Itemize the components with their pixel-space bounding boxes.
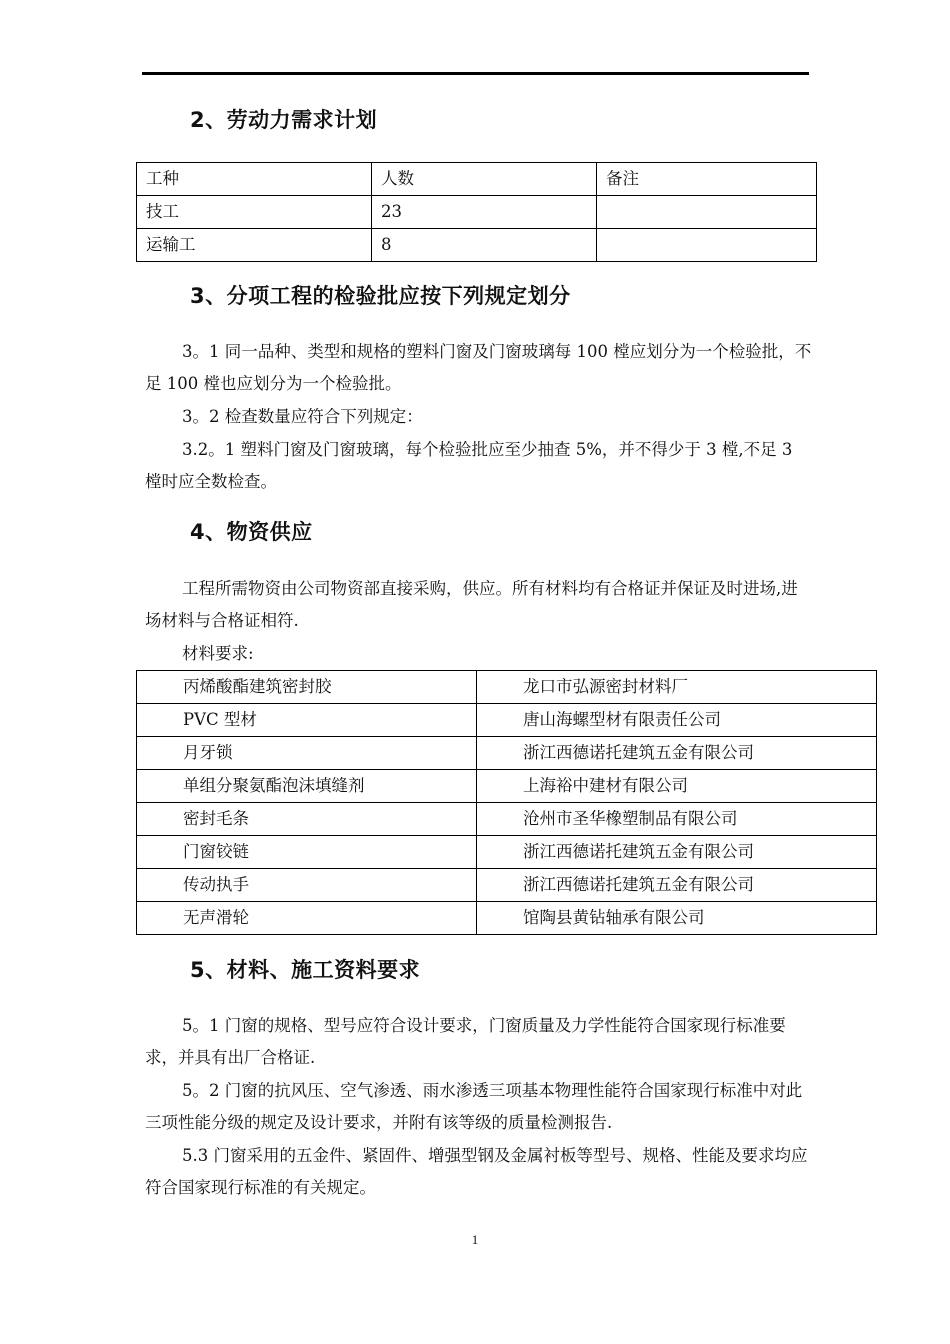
table-row [137,803,877,836]
section-4-heading: 4、物资供应 [190,520,313,544]
material-name: PVC 型材 [137,704,477,737]
table-row [137,869,877,902]
table-row [137,770,877,803]
material-name: 传动执手 [137,869,477,902]
material-name: 无声滑轮 [137,902,477,935]
supplier-name: 唐山海螺型材有限责任公司 [477,704,877,737]
table-row [137,902,877,935]
labor-table [136,162,817,262]
paragraph: 5.3 门窗采用的五金件、紧固件、增强型钢及金属衬板等型号、规格、性能及要求均应符合国家现行标准的有关规定。 [145,1146,808,1197]
paragraph: 材料要求: [182,644,254,663]
paragraph: 3。1 同一品种、类型和规格的塑料门窗及门窗玻璃每 100 樘应划分为一个检验批，不足 100 樘也应划分为一个检验批。 [145,342,812,393]
material-name: 月牙锁 [137,737,477,770]
header-rule [142,72,809,75]
table-header-row [137,163,817,196]
section-2-heading: 2、劳动力需求计划 [190,108,378,132]
table-row [137,671,877,704]
table-cell: 23 [372,196,597,229]
supplier-name: 浙江西德诺托建筑五金有限公司 [477,869,877,902]
table-header-cell: 工种 [137,163,372,196]
table-row [137,737,877,770]
paragraph: 工程所需物资由公司物资部直接采购，供应。所有材料均有合格证并保证及时进场,进场材料与合格证相符. [145,579,798,630]
supplier-name: 馆陶县黄钻轴承有限公司 [477,902,877,935]
table-cell: 运输工 [137,229,372,262]
material-name: 丙烯酸酯建筑密封胶 [137,671,477,704]
materials-table [136,670,877,935]
table-cell: 8 [372,229,597,262]
paragraph: 3.2。1 塑料门窗及门窗玻璃，每个检验批应至少抽查 5%，并不得少于 3 樘,不足 3 樘时应全数检查。 [145,440,793,491]
supplier-name: 浙江西德诺托建筑五金有限公司 [477,836,877,869]
supplier-name: 沧州市圣华橡塑制品有限公司 [477,803,877,836]
table-header-cell: 人数 [372,163,597,196]
material-name: 单组分聚氨酯泡沫填缝剂 [137,770,477,803]
supplier-name: 龙口市弘源密封材料厂 [477,671,877,704]
table-row [137,229,817,262]
table-cell [597,196,817,229]
table-header-cell: 备注 [597,163,817,196]
supplier-name: 上海裕中建材有限公司 [477,770,877,803]
material-name: 门窗铰链 [137,836,477,869]
material-name: 密封毛条 [137,803,477,836]
table-cell [597,229,817,262]
supplier-name: 浙江西德诺托建筑五金有限公司 [477,737,877,770]
table-row [137,196,817,229]
table-row [137,836,877,869]
table-row [137,704,877,737]
page-number: 1 [471,1232,479,1247]
table-cell: 技工 [137,196,372,229]
section-3-heading: 3、分项工程的检验批应按下列规定划分 [190,284,571,308]
paragraph: 5。1 门窗的规格、型号应符合设计要求，门窗质量及力学性能符合国家现行标准要求，并具有出厂合格证. [145,1016,786,1067]
section-5-heading: 5、材料、施工资料要求 [190,958,421,982]
paragraph: 3。2 检查数量应符合下列规定： [182,407,423,426]
paragraph: 5。2 门窗的抗风压、空气渗透、雨水渗透三项基本物理性能符合国家现行标准中对此三项性能分级的规定及设计要求，并附有该等级的质量检测报告. [145,1081,803,1132]
